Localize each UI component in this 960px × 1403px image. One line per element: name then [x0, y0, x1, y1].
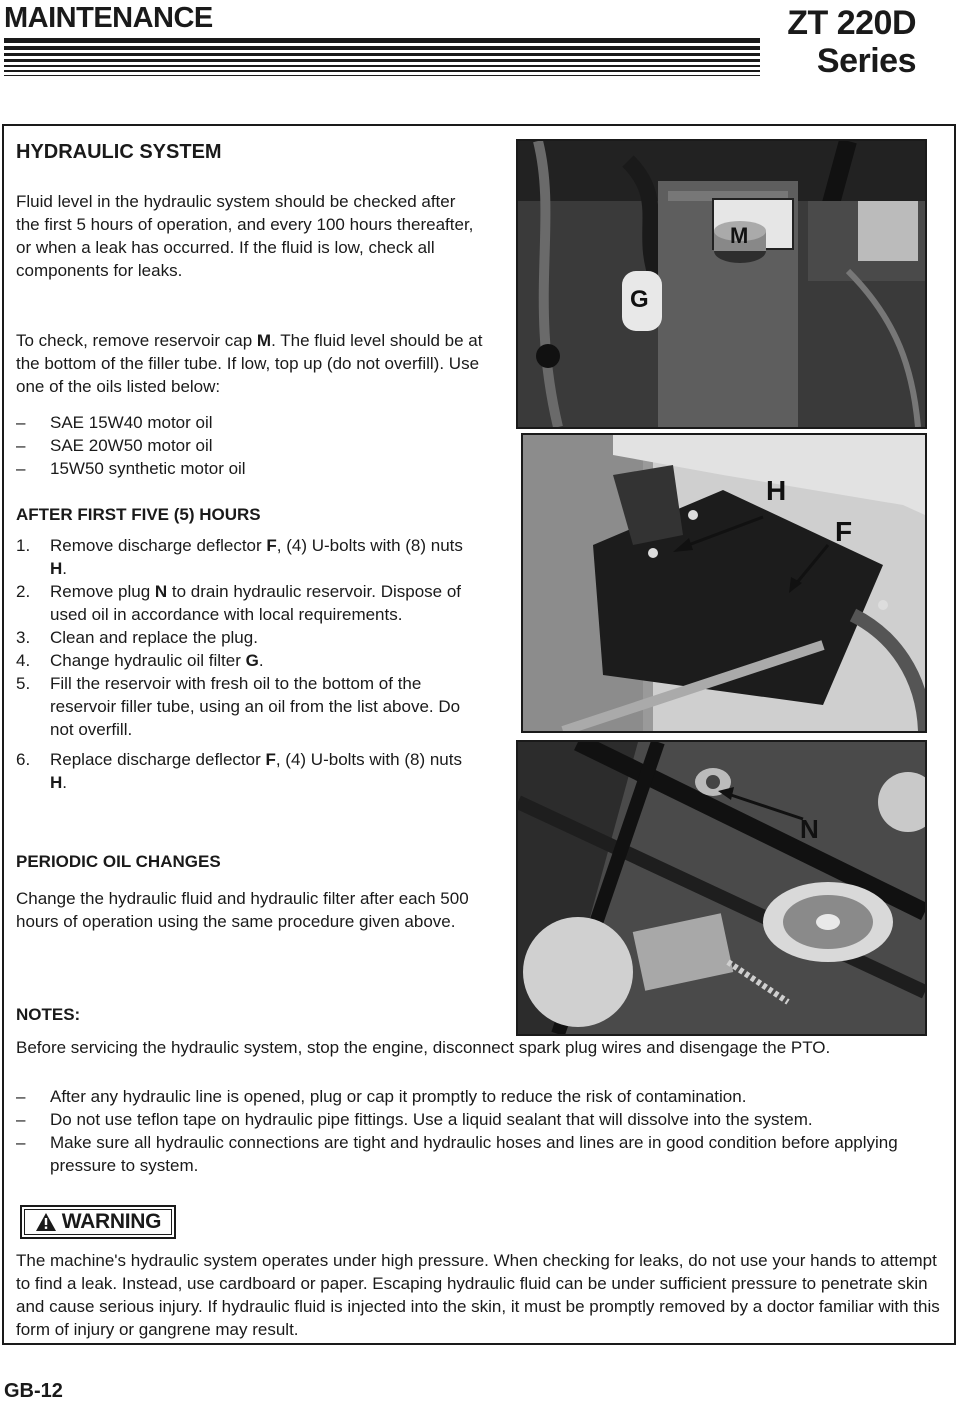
warning-badge [20, 1205, 176, 1239]
oil-list [16, 411, 476, 480]
list-item: – SAE 20W50 motor oil [16, 436, 213, 455]
notes-intro: Before servicing the hydraulic system, stop the engine, disconnect spark plug wires and disengage the PTO. [16, 1038, 831, 1057]
step-item: 2. Remove plug N to drain hydraulic reservoir. Dispose of used oil in accordance with local requirements. [16, 582, 462, 624]
page-number: GB-12 [4, 1380, 63, 1402]
list-item: – Make sure all hydraulic connections are tight and hydraulic hoses and lines are in good condition before applying pressure to system. [16, 1133, 898, 1175]
plug-photo [516, 740, 927, 1036]
notes-list [16, 1085, 941, 1177]
section-title: MAINTENANCE [4, 2, 213, 34]
list-item: – Do not use teflon tape on hydraulic pipe fittings. Use a liquid sealant that will dissolve into the system. [16, 1110, 813, 1129]
list-item: – SAE 15W40 motor oil [16, 413, 213, 432]
periodic-text: Change the hydraulic fluid and hydraulic filter after each 500 hours of operation using the same procedure given above. [16, 889, 469, 931]
warning-text: The machine's hydraulic system operates under high pressure. When checking for leaks, do not use your hands to attempt to find a leak. Instead, use cardboard or paper. Escaping hydraulic fluid can be under sufficient pressure to penetrate skin and cause serious injury. If hydraulic fluid is injected into the skin, it must be promptly removed by a doctor familiar with this form of injury or gangrene may result. [16, 1251, 940, 1339]
warning-label: WARNING [61, 1210, 162, 1233]
check-instructions: To check, remove reservoir cap M. The fluid level should be at the bottom of the filler tube. If low, top up (do not overfill). Use one of the oils listed below: [16, 331, 483, 396]
model-line-1: ZT 220D [787, 4, 916, 42]
step-item: 3. Clean and replace the plug. [16, 628, 258, 647]
step-item: 1. Remove discharge deflector F, (4) U-bolts with (8) nuts H. [16, 536, 463, 578]
periodic-title: PERIODIC OIL CHANGES [16, 852, 221, 871]
step-item: 4. Change hydraulic oil filter G. [16, 651, 264, 670]
callout-h: H [766, 475, 787, 506]
hydraulic-intro: Fluid level in the hydraulic system should be checked after the first 5 hours of operation, and every 100 hours thereafter, or when a leak has occurred. If the fluid is low, check all components for leaks. [16, 192, 474, 280]
warning-triangle-icon [35, 1212, 57, 1232]
hydraulic-title: HYDRAULIC SYSTEM [16, 141, 222, 163]
callout-m: M [730, 223, 749, 248]
list-item: – 15W50 synthetic motor oil [16, 459, 246, 478]
list-item: – After any hydraulic line is opened, plug or cap it promptly to reduce the risk of contamination. [16, 1087, 747, 1106]
reservoir-photo [516, 139, 927, 429]
callout-f: F [835, 516, 853, 547]
notes-title: NOTES: [16, 1005, 81, 1024]
model-line-2: Series [816, 42, 916, 80]
callout-g: G [630, 286, 649, 313]
after-five-steps [16, 534, 476, 794]
header-rules [4, 38, 760, 79]
step-item: 5. Fill the reservoir with fresh oil to the bottom of the reservoir filler tube, using an oil from the list above. Do not overfill. [16, 674, 461, 739]
deflector-photo [521, 433, 927, 733]
model-title [787, 4, 916, 80]
callout-n: N [800, 814, 819, 844]
step-item: 6. Replace discharge deflector F, (4) U-bolts with (8) nuts H. [16, 750, 462, 792]
after-five-title: AFTER FIRST FIVE (5) HOURS [16, 505, 261, 524]
